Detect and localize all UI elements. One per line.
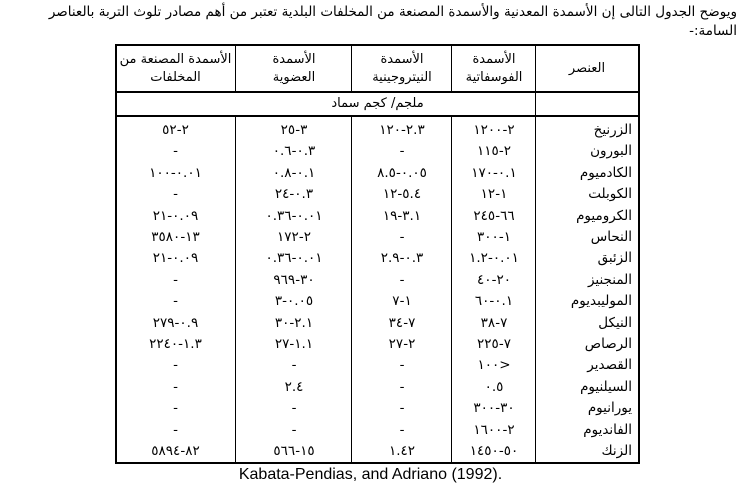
cell-waste: ٠.٩-٢٧٩ — [152, 314, 199, 331]
cell-organic: ٢-١٧٢ — [277, 229, 311, 245]
cell-nitrogen: ١.٤٢ — [388, 443, 416, 459]
cell-waste: - — [173, 357, 178, 374]
cell-element: الموليبديوم — [570, 293, 632, 310]
cell-nitrogen: - — [399, 271, 405, 288]
cell-element: القصدير — [587, 357, 632, 374]
table-row — [117, 312, 638, 335]
cell-phosphate: ٢-١١٥ — [477, 143, 511, 160]
cell-waste: ٠.٠١-١٠٠ — [149, 164, 202, 181]
cell-waste: - — [173, 400, 178, 417]
cell-nitrogen: ٠.٣-٢.٩ — [380, 250, 424, 267]
cell-waste: ٢-٥٢ — [162, 122, 189, 138]
cell-element: النحاس — [590, 229, 632, 245]
cell-nitrogen: - — [399, 400, 405, 417]
cell-phosphate: ٠.٠١-١.٢ — [469, 250, 519, 267]
table-row — [117, 376, 638, 399]
cell-organic: ٠.٠١-٠.٣٦ — [265, 207, 323, 224]
cell-phosphate: ٠.٥ — [484, 378, 504, 395]
table-row — [117, 119, 638, 142]
cell-phosphate: ١-١٢ — [480, 186, 508, 203]
cell-element: السيلنيوم — [580, 378, 632, 395]
table-row — [117, 205, 638, 228]
cell-element: الرصاص — [584, 336, 632, 352]
cell-phosphate: ٠.١-٦٠ — [474, 293, 514, 310]
cell-waste: - — [173, 378, 178, 395]
table-row — [117, 419, 638, 442]
table-row — [117, 140, 638, 163]
source-citation: Kabata-Pendias, and Adriano (1992). — [238, 466, 503, 483]
cell-nitrogen: ٥.٤-١٢ — [382, 186, 422, 203]
cell-organic: ٢.١-٣٠ — [274, 314, 314, 331]
table-row — [117, 354, 638, 377]
cell-organic: ٠.٣-٢٤ — [274, 186, 314, 203]
cell-waste: - — [173, 293, 178, 310]
cell-nitrogen: - — [399, 421, 405, 438]
cell-nitrogen: - — [399, 229, 405, 245]
cell-element: الكروميوم — [576, 207, 632, 224]
cell-nitrogen: - — [399, 143, 405, 160]
table-row — [117, 397, 638, 420]
table-row — [117, 247, 638, 270]
cell-organic: ١٥-٥٦٦ — [273, 443, 315, 459]
unit-row — [117, 91, 638, 117]
cell-organic: ٠.٠١-٠.٣٦ — [265, 250, 323, 267]
table-row — [117, 269, 638, 292]
header-waste: الأسمدة المصنعة من المخلفات — [119, 51, 232, 85]
table-row — [117, 226, 638, 249]
cell-waste: ٨٢-٥٨٩٤ — [151, 443, 200, 459]
fertilizer-table — [115, 44, 640, 464]
cell-phosphate: <١٠٠ — [477, 357, 511, 374]
cell-nitrogen: - — [399, 357, 405, 374]
cell-phosphate: ٢-١٢٠٠ — [473, 122, 515, 138]
cell-waste: - — [173, 143, 178, 160]
cell-nitrogen: ٣.١-١٩ — [382, 207, 422, 224]
header-phosphate: الأسمدة الفوسفاتية — [465, 51, 523, 85]
cell-phosphate: ٥٠-١٤٥٠ — [469, 443, 519, 459]
cell-phosphate: ٧-٢٢٥ — [477, 336, 511, 352]
header-nitrogen: الأسمدة النيتروجينية — [372, 51, 432, 85]
cell-element: الكوبلت — [588, 186, 632, 203]
cell-organic: ٠.١-٠.٨ — [272, 164, 316, 181]
cell-waste: - — [173, 421, 178, 438]
col-divider — [351, 46, 352, 91]
cell-organic: ٢.٤ — [284, 378, 304, 395]
cell-nitrogen: ٢.٣-١٢٠ — [379, 122, 425, 138]
cell-organic: ٠.٠٥-٣ — [274, 293, 314, 310]
cell-waste: ٠.٠٩-٢١ — [152, 207, 199, 224]
cell-organic: - — [291, 400, 297, 417]
header-element: العنصر — [568, 60, 606, 76]
header-organic: الأسمدة العضوية — [272, 51, 316, 85]
cell-phosphate: ٢-١٦٠٠ — [473, 421, 515, 438]
cell-phosphate: ٢٠-٤٠ — [477, 271, 511, 288]
cell-nitrogen: ٢-٢٧ — [388, 336, 416, 352]
cell-element: البورون — [590, 143, 632, 160]
cell-element: يورانيوم — [587, 400, 632, 417]
table-row — [117, 183, 638, 206]
cell-phosphate: ٧-٣٨ — [480, 314, 508, 331]
cell-organic: ٣-٢٥ — [280, 122, 308, 138]
cell-element: المنجنيز — [587, 271, 632, 288]
table-row — [117, 440, 638, 463]
cell-element: الزئبق — [597, 250, 632, 267]
cell-nitrogen: ٧-٣٤ — [388, 314, 416, 331]
table-row — [117, 290, 638, 313]
cell-waste: - — [173, 271, 178, 288]
cell-waste: ١٣-٣٥٨٠ — [151, 229, 200, 245]
col-divider — [235, 46, 236, 91]
table-row — [117, 162, 638, 185]
cell-nitrogen: - — [399, 378, 405, 395]
cell-waste: ١.٣-٢٢٤٠ — [149, 336, 202, 352]
cell-phosphate: ٠.١-١٧٠ — [471, 164, 517, 181]
cell-element: الكادميوم — [579, 164, 632, 181]
cell-organic: - — [291, 357, 297, 374]
cell-waste: - — [173, 186, 178, 203]
cell-element: الفانديوم — [583, 421, 632, 438]
cell-nitrogen: ١-٧ — [392, 293, 412, 310]
table-row — [117, 333, 638, 356]
cell-organic: - — [291, 421, 297, 438]
cell-organic: ٣٠-٩٦٩ — [273, 271, 315, 288]
cell-element: الزنك — [601, 443, 632, 459]
cell-organic: ١.١-٢٧ — [274, 336, 314, 352]
cell-organic: ٠.٣-٠.٦ — [272, 143, 316, 160]
intro-paragraph: ويوضح الجدول التالى إن الأسمدة المعدنية والأسمدة المصنعة من المخلفات البلدية تعتبر من أهم مصادر تلوث التربة بالعناصر السامة:- — [48, 4, 737, 39]
cell-phosphate: ٦٦-٢٤٥ — [473, 207, 515, 224]
unit-label: ملجم/ كجم سماد — [331, 95, 424, 111]
cell-waste: ٠.٠٩-٢١ — [152, 250, 199, 267]
cell-element: النيكل — [598, 314, 632, 331]
cell-phosphate: ١-٣٠٠ — [477, 229, 511, 245]
cell-nitrogen: ٠.٠٥-٨.٥ — [377, 164, 427, 181]
cell-phosphate: ٣٠-٣٠٠ — [473, 400, 515, 417]
table-header-row — [117, 46, 638, 93]
cell-element: الزرنيخ — [593, 122, 632, 138]
col-divider — [451, 46, 452, 91]
